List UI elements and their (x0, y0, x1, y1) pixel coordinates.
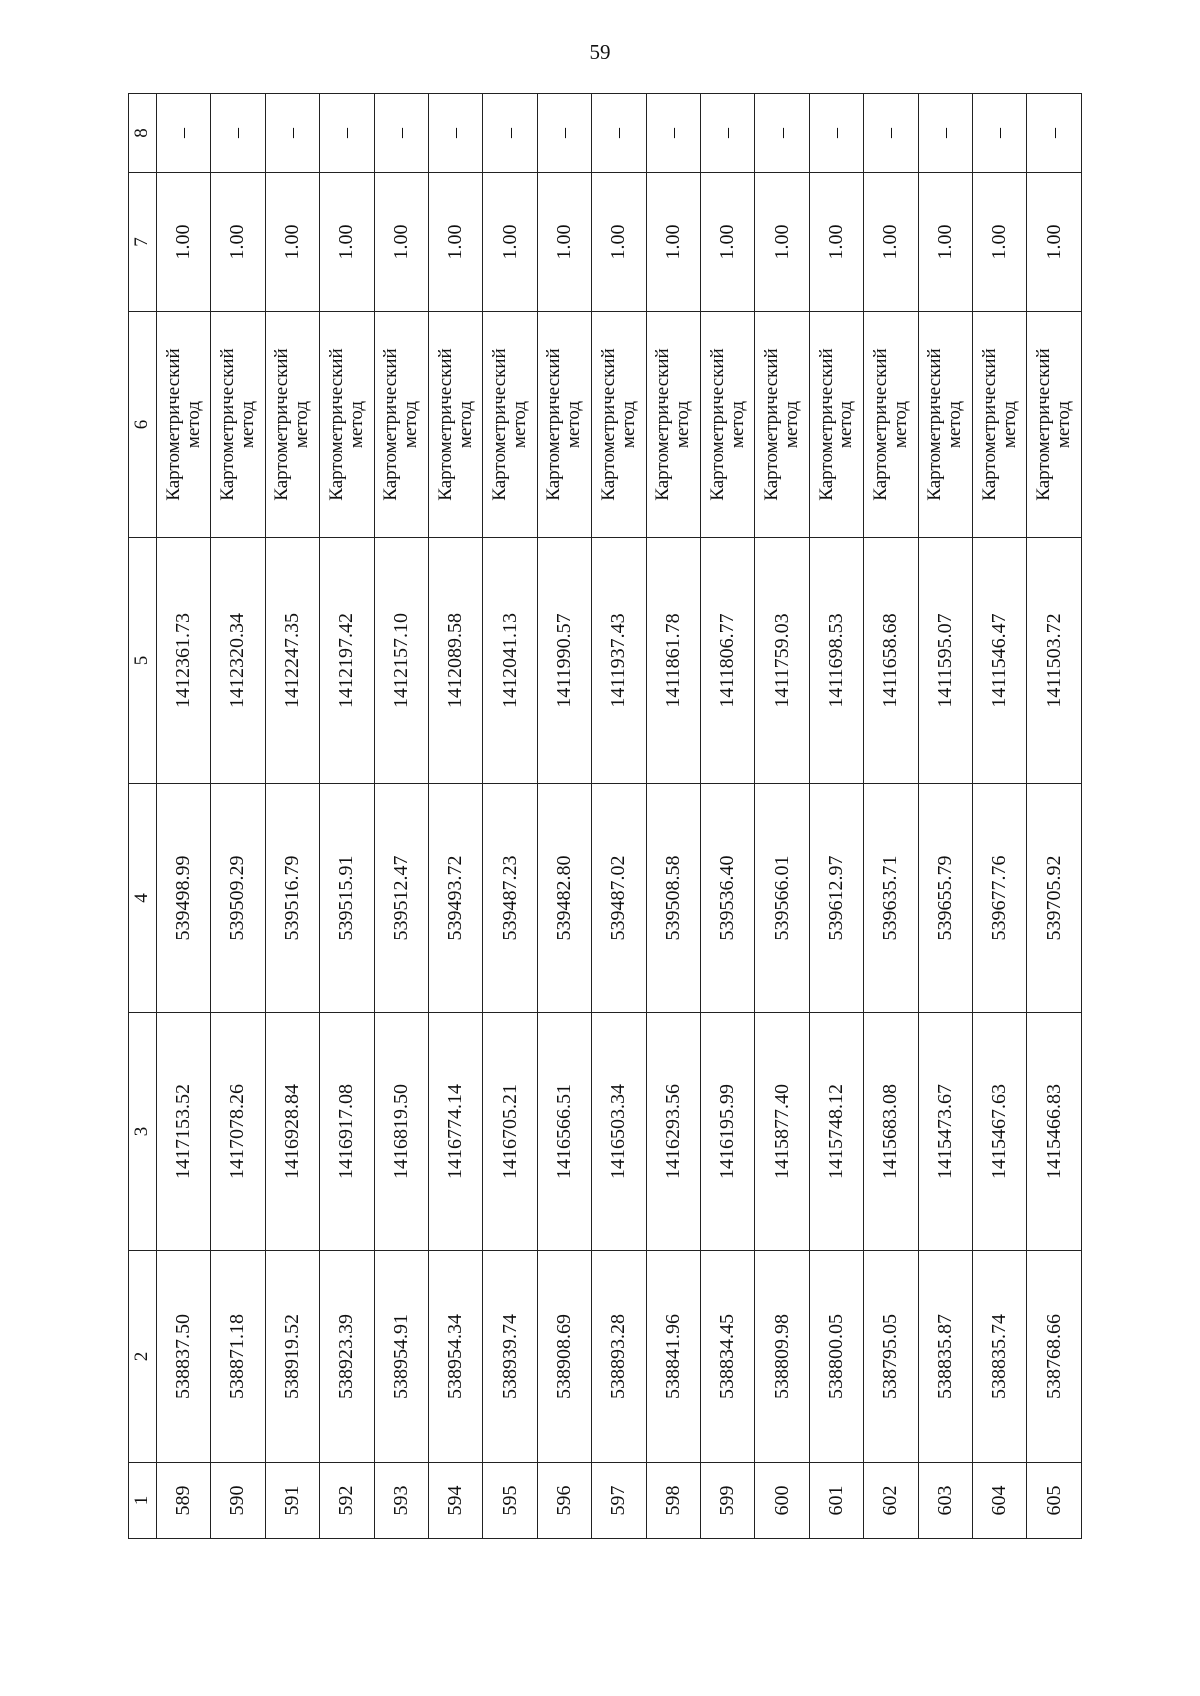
method-line-1: Картометрический (815, 348, 837, 501)
table-cell: 1411658.68 (864, 538, 918, 784)
table-cell: 1.00 (1027, 173, 1082, 312)
table-cell: – (592, 94, 646, 173)
method-line-2: метод (889, 400, 911, 449)
table-cell: 1417153.52 (156, 1013, 210, 1251)
table-cell: 1.00 (374, 173, 428, 312)
table-cell: 539508.58 (646, 784, 700, 1013)
table-row (483, 94, 537, 1539)
method-line-1: Картометрический (434, 348, 456, 501)
method-cell (428, 312, 482, 538)
table-cell: – (864, 94, 918, 173)
method-line-1: Картометрический (271, 348, 293, 501)
method-line-1: Картометрический (325, 348, 347, 501)
method-cell (592, 312, 646, 538)
table-cell: 539635.71 (864, 784, 918, 1013)
table-cell: 1.00 (265, 173, 319, 312)
table-cell: 538893.28 (592, 1251, 646, 1463)
table-cell: 538795.05 (864, 1251, 918, 1463)
table-cell: 1415877.40 (755, 1013, 809, 1251)
table-cell: 597 (592, 1463, 646, 1539)
table-cell: 539509.29 (211, 784, 265, 1013)
table-cell: 592 (320, 1463, 374, 1539)
table-cell: 1411806.77 (700, 538, 754, 784)
table-cell: 1.00 (483, 173, 537, 312)
method-line-1: Картометрический (1033, 348, 1055, 501)
table-cell: 1416293.56 (646, 1013, 700, 1251)
table-row (700, 94, 754, 1539)
method-cell (918, 312, 972, 538)
method-line-1: Картометрический (380, 348, 402, 501)
table-cell: – (156, 94, 210, 173)
table-cell: 591 (265, 1463, 319, 1539)
table-cell: 1412320.34 (211, 538, 265, 784)
table-cell: 602 (864, 1463, 918, 1539)
table-cell: 1415748.12 (809, 1013, 863, 1251)
table-row (428, 94, 482, 1539)
table-cell: 539655.79 (918, 784, 972, 1013)
table-cell: 598 (646, 1463, 700, 1539)
table-cell: 1416819.50 (374, 1013, 428, 1251)
table-cell: – (1027, 94, 1082, 173)
method-line-1: Картометрический (869, 348, 891, 501)
table-cell: 538841.96 (646, 1251, 700, 1463)
method-line-1: Картометрический (706, 348, 728, 501)
column-header: 5 (129, 538, 157, 784)
method-line-2: метод (509, 400, 531, 449)
table-cell: 1415467.63 (972, 1013, 1026, 1251)
table-row (265, 94, 319, 1539)
table-cell: 539612.97 (809, 784, 863, 1013)
table-cell: – (428, 94, 482, 173)
table-cell: – (320, 94, 374, 173)
table-cell: 539512.47 (374, 784, 428, 1013)
table-cell: – (918, 94, 972, 173)
table-row (592, 94, 646, 1539)
method-line-2: метод (998, 400, 1020, 449)
column-header: 7 (129, 173, 157, 312)
table-cell: 538800.05 (809, 1251, 863, 1463)
table-cell: 538834.45 (700, 1251, 754, 1463)
table-cell: 1.00 (700, 173, 754, 312)
method-line-1: Картометрический (652, 348, 674, 501)
table-cell: 1.00 (537, 173, 591, 312)
column-header: 4 (129, 784, 157, 1013)
table-cell: 604 (972, 1463, 1026, 1539)
table-cell: 1411937.43 (592, 538, 646, 784)
table-cell: 1417078.26 (211, 1013, 265, 1251)
table-cell: 1411546.47 (972, 538, 1026, 784)
table-cell: 1412361.73 (156, 538, 210, 784)
method-line-2: метод (726, 400, 748, 449)
table-cell: 1411861.78 (646, 538, 700, 784)
method-line-2: метод (672, 400, 694, 449)
table-cell: – (755, 94, 809, 173)
method-cell (864, 312, 918, 538)
table-row (320, 94, 374, 1539)
table-cell: 1.00 (646, 173, 700, 312)
table-row (537, 94, 591, 1539)
table-cell: 1.00 (809, 173, 863, 312)
column-header: 1 (129, 1463, 157, 1539)
method-line-1: Картометрический (162, 348, 184, 501)
table-cell: 1412197.42 (320, 538, 374, 784)
table-cell: – (646, 94, 700, 173)
table-cell: 538835.87 (918, 1251, 972, 1463)
method-line-2: метод (454, 400, 476, 449)
table-cell: 539515.91 (320, 784, 374, 1013)
table-cell: 539498.99 (156, 784, 210, 1013)
method-line-2: метод (617, 400, 639, 449)
table-cell: 1.00 (755, 173, 809, 312)
table-cell: 601 (809, 1463, 863, 1539)
table-cell: 1416928.84 (265, 1013, 319, 1251)
table-cell: – (211, 94, 265, 173)
table-cell: 589 (156, 1463, 210, 1539)
method-line-1: Картометрический (597, 348, 619, 501)
table-row (918, 94, 972, 1539)
method-cell (1027, 312, 1082, 538)
method-cell (809, 312, 863, 538)
table-cell: 1.00 (156, 173, 210, 312)
table-cell: 1411990.57 (537, 538, 591, 784)
column-header: 6 (129, 312, 157, 538)
method-line-1: Картометрический (489, 348, 511, 501)
table-cell: 596 (537, 1463, 591, 1539)
table-cell: 539677.76 (972, 784, 1026, 1013)
table-cell: – (265, 94, 319, 173)
method-line-2: метод (182, 400, 204, 449)
table-cell: – (537, 94, 591, 173)
table-cell: 1412247.35 (265, 538, 319, 784)
table-cell: 1.00 (428, 173, 482, 312)
method-cell (700, 312, 754, 538)
table-row (156, 94, 210, 1539)
method-cell (972, 312, 1026, 538)
table-cell: 1.00 (592, 173, 646, 312)
table-cell: 603 (918, 1463, 972, 1539)
method-line-2: метод (236, 400, 258, 449)
table-cell: 1411503.72 (1027, 538, 1082, 784)
table-cell: – (700, 94, 754, 173)
method-cell (320, 312, 374, 538)
table-cell: 593 (374, 1463, 428, 1539)
table-cell: 538768.66 (1027, 1251, 1082, 1463)
table-cell: 538809.98 (755, 1251, 809, 1463)
method-line-2: метод (944, 400, 966, 449)
method-line-2: метод (291, 400, 313, 449)
table-cell: 539487.02 (592, 784, 646, 1013)
table-cell: 1412157.10 (374, 538, 428, 784)
table-row (646, 94, 700, 1539)
table-cell: 1415466.83 (1027, 1013, 1082, 1251)
table-header-row (129, 94, 157, 1539)
method-cell (537, 312, 591, 538)
table-cell: 1415473.67 (918, 1013, 972, 1251)
table-cell: 600 (755, 1463, 809, 1539)
table-row (755, 94, 809, 1539)
method-line-1: Картометрический (924, 348, 946, 501)
table-cell: 538954.34 (428, 1251, 482, 1463)
table-cell: 538939.74 (483, 1251, 537, 1463)
method-line-2: метод (345, 400, 367, 449)
method-line-1: Картометрический (978, 348, 1000, 501)
coordinates-table-wrapper (128, 94, 1082, 1539)
table-cell: – (483, 94, 537, 173)
method-cell (211, 312, 265, 538)
table-cell: 538954.91 (374, 1251, 428, 1463)
table-cell: – (374, 94, 428, 173)
table-cell: 539493.72 (428, 784, 482, 1013)
table-cell: 599 (700, 1463, 754, 1539)
table-row (809, 94, 863, 1539)
table-cell: 590 (211, 1463, 265, 1539)
column-header: 2 (129, 1251, 157, 1463)
table-row (374, 94, 428, 1539)
method-line-2: метод (781, 400, 803, 449)
table-cell: 539487.23 (483, 784, 537, 1013)
method-cell (156, 312, 210, 538)
method-cell (646, 312, 700, 538)
method-line-2: метод (1053, 400, 1075, 449)
table-cell: 1416705.21 (483, 1013, 537, 1251)
table-cell: 1411595.07 (918, 538, 972, 784)
table-row (1027, 94, 1082, 1539)
table-cell: 1412041.13 (483, 538, 537, 784)
table-cell: 538871.18 (211, 1251, 265, 1463)
method-line-2: метод (400, 400, 422, 449)
table-cell: 605 (1027, 1463, 1082, 1539)
method-line-1: Картометрический (761, 348, 783, 501)
table-cell: 1.00 (918, 173, 972, 312)
table-cell: 595 (483, 1463, 537, 1539)
method-line-2: метод (563, 400, 585, 449)
table-cell: 1416503.34 (592, 1013, 646, 1251)
table-row (972, 94, 1026, 1539)
table-cell: – (809, 94, 863, 173)
method-cell (483, 312, 537, 538)
table-cell: 539566.01 (755, 784, 809, 1013)
table-cell: 538835.74 (972, 1251, 1026, 1463)
coordinates-table (128, 93, 1082, 1539)
method-cell (374, 312, 428, 538)
table-cell: 539482.80 (537, 784, 591, 1013)
table-cell: 539536.40 (700, 784, 754, 1013)
method-line-2: метод (835, 400, 857, 449)
table-cell: 538923.39 (320, 1251, 374, 1463)
table-cell: 1.00 (864, 173, 918, 312)
table-row (864, 94, 918, 1539)
table-cell: 1415683.08 (864, 1013, 918, 1251)
table-cell: 539516.79 (265, 784, 319, 1013)
table-cell: 1.00 (320, 173, 374, 312)
method-line-1: Картометрический (543, 348, 565, 501)
table-cell: 538837.50 (156, 1251, 210, 1463)
table-cell: 1412089.58 (428, 538, 482, 784)
column-header: 8 (129, 94, 157, 173)
table-cell: 1416774.14 (428, 1013, 482, 1251)
method-cell (755, 312, 809, 538)
table-cell: 1411698.53 (809, 538, 863, 784)
table-cell: 538908.69 (537, 1251, 591, 1463)
table-cell: 538919.52 (265, 1251, 319, 1463)
table-cell: 594 (428, 1463, 482, 1539)
column-header: 3 (129, 1013, 157, 1251)
method-cell (265, 312, 319, 538)
table-cell: – (972, 94, 1026, 173)
table-row (211, 94, 265, 1539)
method-line-1: Картометрический (217, 348, 239, 501)
table-cell: 1416195.99 (700, 1013, 754, 1251)
table-cell: 1411759.03 (755, 538, 809, 784)
table-cell: 1.00 (972, 173, 1026, 312)
table-cell: 539705.92 (1027, 784, 1082, 1013)
table-cell: 1416917.08 (320, 1013, 374, 1251)
table-cell: 1416566.51 (537, 1013, 591, 1251)
table-cell: 1.00 (211, 173, 265, 312)
page-number: 59 (589, 40, 611, 64)
